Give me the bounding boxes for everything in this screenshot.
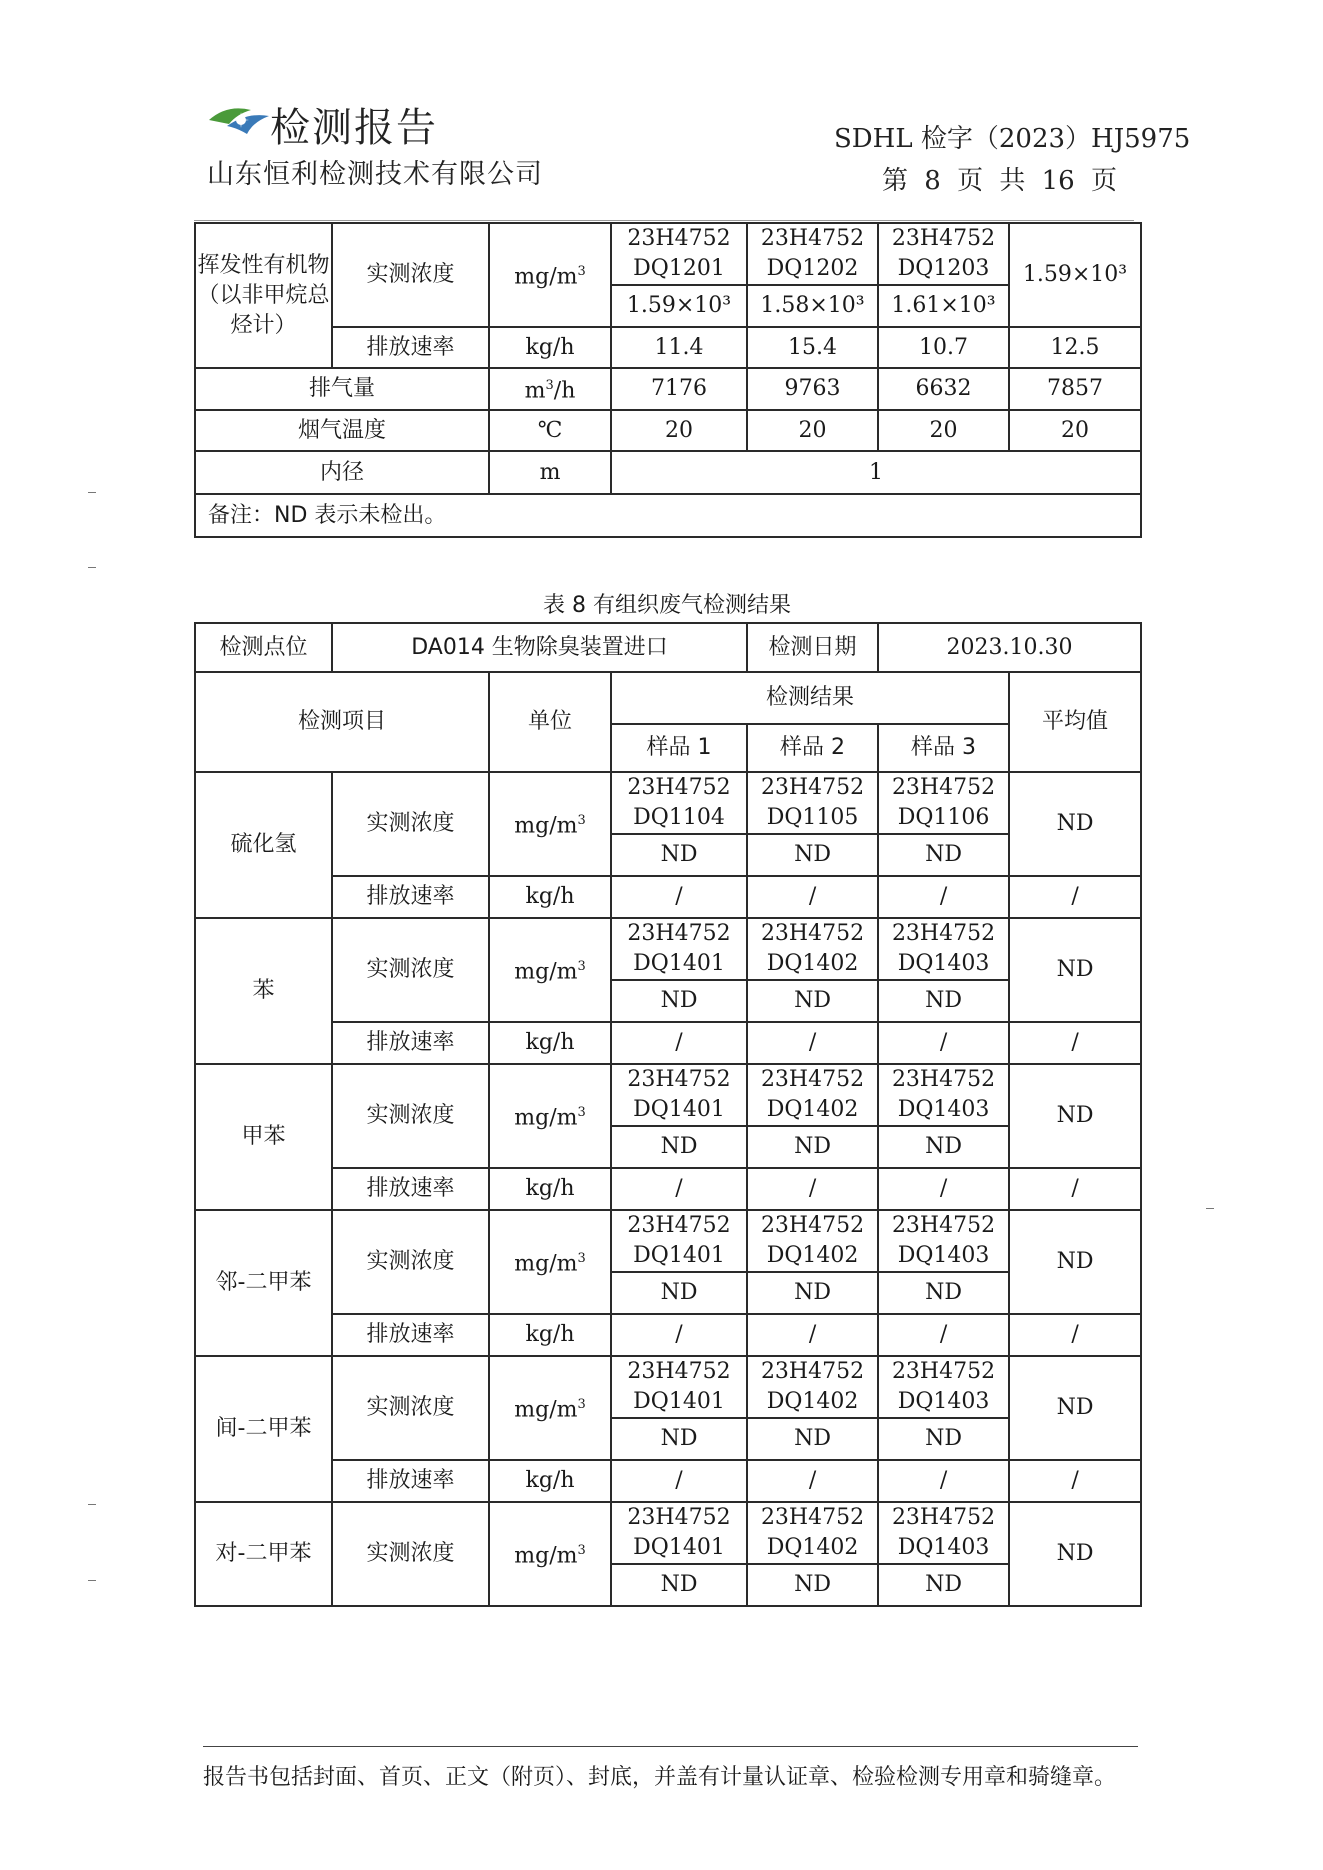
rate-average: / [1009,1314,1141,1356]
rate-value: / [878,1168,1009,1210]
temp-label: 烟气温度 [195,410,489,451]
pollutant-name: 邻-二甲苯 [195,1210,332,1356]
conc-value: ND [747,834,878,876]
report-number: SDHL 检字（2023）HJ5975 [834,124,1191,154]
rate-value: / [747,1460,878,1502]
rate-value: / [611,1314,747,1356]
remark-note: 备注：ND 表示未检出。 [195,494,1141,537]
conc-value: ND [611,1126,747,1168]
rate-unit: kg/h [489,1314,611,1356]
rate-value: 10.7 [878,327,1009,368]
rate-unit: kg/h [489,327,611,368]
temp-value: 20 [878,410,1009,451]
point-value: DA014 生物除臭装置进口 [332,623,747,672]
conc-value: ND [611,1418,747,1460]
diameter-label: 内径 [195,451,489,494]
conc-value: ND [611,1272,747,1314]
conc-value: ND [611,834,747,876]
flow-unit: $m^3/h$ [489,368,611,410]
sample-code: 23H4752 DQ1402 [747,1210,878,1272]
rate-value: / [747,1022,878,1064]
rate-average: / [1009,1022,1141,1064]
margin-mark [88,492,96,493]
conc-value: ND [747,1272,878,1314]
sample-code: 23H4752 DQ1402 [747,1502,878,1564]
rate-label: 排放速率 [332,1314,489,1356]
conc-average: ND [1009,1356,1141,1460]
table-caption: 表 8 有组织废气检测结果 [543,593,791,618]
flow-value: 9763 [747,368,878,410]
date-label: 检测日期 [747,623,878,672]
sample-header: 样品 3 [878,724,1009,772]
conc-label: 实测浓度 [332,1356,489,1460]
rate-value: / [611,1022,747,1064]
sample-code: 23H4752 DQ1203 [878,223,1009,285]
rate-average: / [1009,876,1141,918]
rate-label: 排放速率 [332,1168,489,1210]
sample-code: 23H4752 DQ1403 [878,1064,1009,1126]
sample-code: 23H4752 DQ1403 [878,1210,1009,1272]
pollutant-name: 对-二甲苯 [195,1502,332,1606]
conc-value: ND [878,1126,1009,1168]
pollutant-name: 甲苯 [195,1064,332,1210]
logo-title: 检测报告 [270,105,438,151]
rate-value: / [611,1168,747,1210]
flow-average: 7857 [1009,368,1141,410]
conc-value: ND [878,834,1009,876]
conc-value: ND [611,980,747,1022]
header-average: 平均值 [1009,672,1141,772]
sample-code: 23H4752 DQ1401 [611,1356,747,1418]
temp-value: 20 [611,410,747,451]
footer-divider [203,1746,1138,1747]
point-label: 检测点位 [195,623,332,672]
margin-mark [1206,1208,1214,1209]
header-item: 检测项目 [195,672,489,772]
header-results: 检测结果 [611,672,1009,724]
rate-value: 15.4 [747,327,878,368]
conc-label: 实测浓度 [332,918,489,1022]
date-value: 2023.10.30 [878,623,1141,672]
rate-unit: kg/h [489,1168,611,1210]
conc-value: 1.59×10³ [611,285,747,327]
sample-code: 23H4752 DQ1402 [747,1356,878,1418]
margin-mark [88,567,96,568]
sample-code: 23H4752 DQ1401 [611,1502,747,1564]
conc-value: 1.61×10³ [878,285,1009,327]
diameter-value: 1 [611,451,1141,494]
conc-unit: $mg/m^3$ [489,1356,611,1460]
conc-value: ND [747,980,878,1022]
header-unit: 单位 [489,672,611,772]
conc-value: ND [878,1564,1009,1606]
conc-label: 实测浓度 [332,1210,489,1314]
conc-value: ND [611,1564,747,1606]
rate-value: / [747,1168,878,1210]
sample-code: 23H4752 DQ1401 [611,918,747,980]
rate-value: / [878,1022,1009,1064]
pollutant-name: 硫化氢 [195,772,332,918]
rate-value: / [611,876,747,918]
sample-code: 23H4752 DQ1403 [878,1356,1009,1418]
sample-code: 23H4752 DQ1105 [747,772,878,834]
continued-results-table [194,222,1142,538]
rate-value: / [611,1460,747,1502]
conc-label: 实测浓度 [332,1502,489,1606]
pollutant-name: 间-二甲苯 [195,1356,332,1502]
conc-unit: $mg/m^3$ [489,918,611,1022]
rate-value: / [747,876,878,918]
company-logo-icon [207,102,271,136]
pollutant-name: 苯 [195,918,332,1064]
rate-label: 排放速率 [332,876,489,918]
sample-code: 23H4752 DQ1401 [611,1064,747,1126]
sample-code: 23H4752 DQ1104 [611,772,747,834]
sample-code: 23H4752 DQ1403 [878,918,1009,980]
rate-label: 排放速率 [332,1460,489,1502]
page-indicator: 第 8 页 共 16 页 [882,166,1117,196]
conc-unit: $mg/m^3$ [489,772,611,876]
temp-value: 20 [747,410,878,451]
sample-header: 样品 1 [611,724,747,772]
conc-label: 实测浓度 [332,223,489,327]
sample-header: 样品 2 [747,724,878,772]
conc-value: 1.58×10³ [747,285,878,327]
conc-average: ND [1009,918,1141,1022]
rate-unit: kg/h [489,1460,611,1502]
conc-average: ND [1009,772,1141,876]
conc-unit: $mg/m^3$ [489,1502,611,1606]
sample-code: 23H4752 DQ1403 [878,1502,1009,1564]
conc-unit: $mg/m^3$ [489,223,611,327]
rate-average: / [1009,1460,1141,1502]
conc-label: 实测浓度 [332,1064,489,1168]
conc-average: ND [1009,1064,1141,1168]
conc-average: 1.59×10³ [1009,223,1141,327]
rate-label: 排放速率 [332,327,489,368]
temp-average: 20 [1009,410,1141,451]
conc-value: ND [878,980,1009,1022]
temp-unit: ℃ [489,410,611,451]
sample-code: 23H4752 DQ1401 [611,1210,747,1272]
conc-unit: $mg/m^3$ [489,1064,611,1168]
flow-value: 6632 [878,368,1009,410]
organized-exhaust-results-table [194,622,1142,1607]
flow-label: 排气量 [195,368,489,410]
rate-value: / [878,1314,1009,1356]
conc-average: ND [1009,1210,1141,1314]
conc-value: ND [747,1418,878,1460]
conc-label: 实测浓度 [332,772,489,876]
header-divider [194,220,1134,221]
rate-value: 11.4 [611,327,747,368]
flow-value: 7176 [611,368,747,410]
rate-unit: kg/h [489,1022,611,1064]
footer-note: 报告书包括封面、首页、正文（附页）、封底，并盖有计量认证章、检验检测专用章和骑缝章。 [203,1765,1117,1790]
sample-code: 23H4752 DQ1201 [611,223,747,285]
conc-unit: $mg/m^3$ [489,1210,611,1314]
diameter-unit: m [489,451,611,494]
conc-value: ND [878,1272,1009,1314]
conc-value: ND [747,1564,878,1606]
voc-item-name: 挥发性有机物（以非甲烷总烃计） [195,223,332,368]
sample-code: 23H4752 DQ1402 [747,918,878,980]
rate-value: / [747,1314,878,1356]
rate-average: 12.5 [1009,327,1141,368]
conc-average: ND [1009,1502,1141,1606]
sample-code: 23H4752 DQ1402 [747,1064,878,1126]
rate-value: / [878,1460,1009,1502]
conc-value: ND [747,1126,878,1168]
rate-unit: kg/h [489,876,611,918]
rate-value: / [878,876,1009,918]
margin-mark [88,1580,96,1581]
sample-code: 23H4752 DQ1202 [747,223,878,285]
rate-average: / [1009,1168,1141,1210]
rate-label: 排放速率 [332,1022,489,1064]
sample-code: 23H4752 DQ1106 [878,772,1009,834]
conc-value: ND [878,1418,1009,1460]
company-name: 山东恒利检测技术有限公司 [207,159,543,190]
margin-mark [88,1504,96,1505]
